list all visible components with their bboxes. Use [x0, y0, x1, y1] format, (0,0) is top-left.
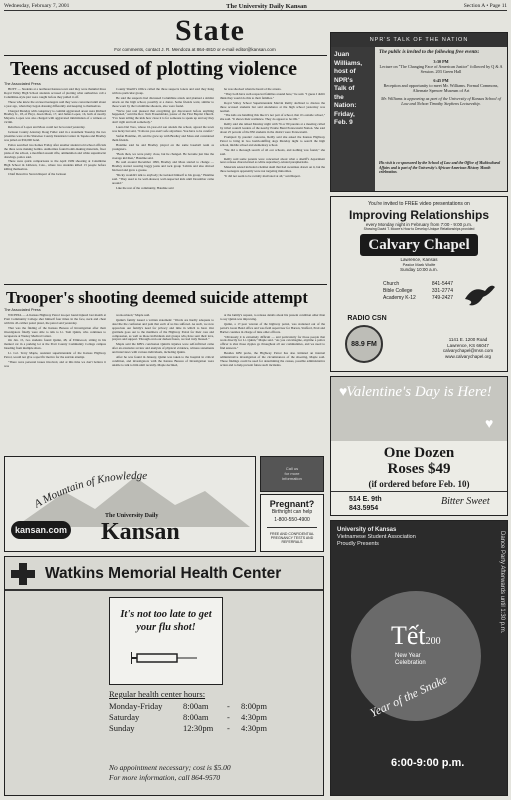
tet-header: University of Kansas	[337, 527, 397, 533]
event-text: Lecture on "The Changing Face of American Justice" followed by Q & A Session. 203 Green Hall	[379, 64, 503, 75]
article-paragraph: WICHITA — A Kansas Highway Patrol trooper found injured last month at Pratt Community College shot himself four times in the face, neck and chest with his 45-caliber patrol pistol, the patrol said yesterday.	[4, 314, 106, 325]
address-line: 1141 E. 1200 Road	[448, 337, 488, 342]
article-paragraph: Royal Valley School Superintendent Marvin Reilly declined to discuss the three accused students but said attendance at the high school yesterday was normal.	[220, 100, 325, 113]
roses-condition: (if ordered before Feb. 10)	[368, 479, 470, 489]
hours-open: 8:00am	[183, 701, 209, 711]
article-paragraph: "We did a thorough search of all our schools, and nothing was found," she said.	[220, 147, 325, 156]
contact-label: Bible College	[383, 288, 413, 294]
npr-sponsor: His visit is co-sponsored by the School of Law and the Office of Multicultural Affairs and is part of the University's African-American History Month celebration.	[379, 161, 501, 175]
story2-col1	[4, 314, 106, 452]
issue-date: Wednesday, February 7, 2001	[4, 3, 70, 9]
article-paragraph: He said the suspects had discussed Columbine attack and planned a similar attack on the high school, possibly at a dance. Some friends went, similar to those worn by the Columbine shooters, also were found.	[112, 95, 214, 108]
article-paragraph: Like the rest of the community, Haialine said	[116, 185, 174, 190]
article-paragraph: Materials seized included a helmet skull that had swastikas drawn on it, but the three teenagers apparently were not targeting minorities.	[220, 165, 325, 174]
article-paragraph: He said around December 1999, Bradley and Moss started to change — Bradley started wearing baggy jeans and rock group T-shirts and also shaved his head and grew a goatee.	[112, 160, 214, 173]
hours-title: Regular health center hours:	[109, 689, 206, 699]
tet-sponsor: Vietnamese Student Association	[337, 534, 416, 540]
flu-line1: It's not too late to get	[120, 609, 212, 620]
masthead-small: The University Daily	[105, 513, 159, 519]
small-ad-line: information	[282, 476, 302, 481]
host-line: Nation:	[334, 102, 357, 109]
kansan-url[interactable]: kansan.com	[11, 521, 71, 539]
host-line: Feb. 9	[334, 119, 353, 126]
story1-col1	[4, 88, 106, 280]
npr-details	[379, 50, 503, 107]
calvary-web[interactable]: www.calvarychapel.org	[444, 353, 492, 359]
dove-icon	[463, 281, 497, 311]
tet-snake: Year of the Snake	[367, 672, 450, 720]
hours-open: 12:30pm	[183, 723, 214, 733]
article-paragraph: "The kids are handling this like it's not part of school, that it's outside school," she said. "It shows their resilience. They do appear to be OK."	[220, 113, 325, 122]
health-cross-icon	[11, 563, 35, 585]
article-paragraph: Reilly said some parents were concerned about what a sheriff's department news release characterized as white supremacy-related paraphernalia.	[220, 156, 325, 165]
hours-dash: -	[227, 712, 230, 722]
roses-price: Roses $49	[387, 461, 451, 477]
radio-label: RADIO CSN	[347, 315, 387, 322]
roses-address: 514 E. 9th	[349, 496, 382, 503]
pregnant-phone[interactable]: 1-800-550-4900	[274, 517, 310, 523]
story1-headline: Teens accused of plotting violence	[10, 58, 298, 80]
story1-col3	[220, 88, 325, 280]
article-paragraph: Police searched two homes Friday after another student told school officials the three were making bombs. Authorities found bomb-making materials, floor plans of the school, a modified assault rifle, ammunition and white supremacist drawings, police said.	[4, 142, 106, 159]
article-paragraph: Besides KBI probe, the Highway Patrol has also initiated an internal administrative investigation of the circumstances of the shooting, Maple said. Those findings could be used for determining the causes, possible administrative action and to help prevent future such incidents.	[220, 351, 325, 367]
watkins-note2: For more information, call 864-9570	[109, 773, 221, 782]
calvary-ad	[330, 196, 508, 372]
article-paragraph: Haialine said he and Bradley played on the same baseball team as youngsters.	[112, 142, 214, 151]
article-paragraph: Maple said the KBI's conclusion Quinn's injuries were self-inflicted came after an extensive review and analysis of physical evidence, witness statements and interviews with various individuals, including Quinn.	[112, 342, 214, 355]
contact-label: Church	[383, 281, 400, 287]
tet-ad	[330, 520, 508, 796]
roses-phone[interactable]: 843.5954	[349, 505, 379, 512]
pregnant-line1: Birthright can help	[271, 509, 313, 515]
calvary-sunday: Sunday 10:00 a.m.	[400, 267, 438, 272]
tet-new-year: New Year	[395, 653, 421, 659]
contact-number[interactable]: 331-2774	[431, 288, 453, 294]
story1-byline: The Associated Press	[4, 82, 41, 86]
article-paragraph: Charged Monday with conspiracy to commit aggravated arson were Richard Bradley Jr., 18, of Hoyt, Jason Moss, 17, and James Lopez, 16, both of nearby Mayetta. Lopez was also charged with aggravated intimidation of a witness or victim.	[4, 108, 106, 125]
story1-col2	[112, 88, 214, 280]
hours-dash: -	[227, 723, 230, 733]
article-paragraph: "There were personal issues involved, and at this time we don't believe it was	[4, 359, 106, 368]
host-line: NPR's	[334, 76, 353, 84]
syringe-icon	[131, 642, 201, 672]
article-paragraph: work-related," Maple said.	[116, 314, 151, 317]
comments-line: For comments, contact J. R. Mendoza at 864-4810 or e-mail editor@kansan.com	[114, 47, 276, 52]
hours-day: Monday-Friday	[109, 701, 163, 711]
pregnancy-ad	[260, 494, 324, 552]
small-ad	[260, 456, 324, 492]
story2-col3	[220, 314, 325, 452]
tet-header-block	[337, 527, 487, 548]
kansan-ad	[4, 456, 256, 552]
paper-name: The University Daily Kansan	[226, 2, 307, 10]
tet-title	[391, 621, 441, 651]
article-paragraph: Those who knew the accused teenagers said they were concerned until about a year ago, when they began dressing differently and keeping to themselves.	[4, 99, 106, 108]
article-paragraph: After he was found in January, Quinn was taken to the hospital in critical condition, and investigators with the Kansas Bureau of Investigation were unable to talk to him until recently. Maple declined,	[112, 355, 214, 367]
contact-number[interactable]: 841-5447	[431, 281, 453, 287]
watkins-notes	[109, 763, 319, 783]
tet-year: 200	[425, 636, 441, 647]
article-paragraph: On Jan. 15, two students found Quinn, 48, of Ellinwood, sitting in his marked car in a parking lot at the Pratt County Community College campus bleeding from multiple shots.	[4, 338, 106, 351]
npr-banner: NPR'S TALK OF THE NATION	[331, 33, 507, 47]
page-header	[4, 2, 507, 11]
calvary-email[interactable]: calvarychapel@msn.com	[442, 348, 494, 353]
hours-dash: -	[227, 701, 230, 711]
article-paragraph: Quinn, a 17-year veteran of the highway patrol, was stationed out of the patrol's Great Bend office and was field supervisor for Barton, Stafford, Pratt and Barber counties in charge of nine other officers.	[220, 321, 325, 334]
hours-close: 8:00pm	[241, 701, 267, 711]
npr-note: Mr. Williams is appearing as part of the University of Kansas School of Law and Nelson Timothy Stephens Lectureship.	[381, 96, 501, 107]
calvary-name: Calvary Chapel	[360, 234, 478, 256]
calvary-pastor: Pastor Mark Wolfe	[402, 262, 436, 267]
calvary-title: Improving Relationships	[348, 208, 489, 222]
article-paragraph: Relatives of Lopez and Moss could not be located yesterday.	[8, 125, 86, 130]
article-paragraph: at the family's request, to release details about his present condition other than to say Quinn was improving.	[220, 314, 325, 321]
divider	[4, 55, 327, 56]
small-ad-line: Call us	[285, 466, 299, 471]
radio-frequency: 88.9 FM	[351, 340, 377, 348]
calvary-address	[431, 337, 505, 359]
host-line: the	[334, 93, 344, 101]
article-paragraph: "Back then, we were pretty close, but he changed. He became just like the average kid then," Haialine said.	[112, 151, 214, 160]
shop-logo: Bitter Sweet	[441, 496, 490, 507]
story2-col2	[112, 314, 214, 452]
tet-newyear	[395, 653, 426, 667]
article-paragraph: "It did not seem to be racially motivated at all," said Rupert.	[224, 174, 301, 179]
article-paragraph: Quinn's family issued a written statement: "Words are hardly adequate to describe the confusion and pain that each of us has suffered. As such, we now appreciate our family's need for privacy and time in which to heal. Our gratitude goes out to the members of the Highway Patrol for their care and compassion, as well as those individuals and groups who have sent their love, prayers and support. Through even our darkest hours, we feel truly blessed."	[112, 317, 214, 342]
article-paragraph: he was shocked when he heard of the arrests.	[224, 88, 282, 91]
flu-line2: your flu shot!	[136, 622, 196, 633]
contact-label: Academy K-12	[383, 295, 416, 301]
hours-close: 4:30pm	[241, 723, 267, 733]
article-paragraph: HOYT — Students at a northeast Kansas town said they were thankful three Royal Valley High School students accused of plotting what authorities call a Columbine-style plot were caught before they pulled it off.	[4, 88, 106, 99]
article-paragraph: That was the finding of the Kansas Bureau of Investigation after their investigators finally were able to talk to Lt. Tom Quinn, who continues to recuperate at Wesley Medical Center.	[4, 325, 106, 338]
calvary-who: Showing David T. Moore's How to Develop Unique Relationships provided	[363, 227, 475, 231]
article-paragraph: Laura Del Toro, whose 16-year-old son attends the school, agreed the town was lucky but said, "It shows you aren't safe anywhere. You have to be careful."	[112, 125, 214, 134]
masthead-big: Kansan	[101, 519, 180, 545]
watkins-ad	[4, 556, 324, 796]
host-line: Talk of	[334, 85, 355, 92]
story2-byline: The Associated Press	[4, 308, 41, 312]
tet-time: 6:00-9:00 p.m.	[391, 757, 465, 769]
event-time: 3:30 PM	[433, 59, 449, 64]
npr-host-panel	[331, 47, 375, 191]
heart-icon: ♥	[339, 385, 348, 400]
hours-day: Saturday	[109, 712, 140, 722]
article-paragraph: Prompted by parents' concerns, Reilly said she asked the Kansas Highway Patrol to bring in two bomb-sniffing dogs Monday night to search the high school, middle school and elementary school.	[220, 134, 325, 147]
address-line: Lawrence, KS 66047	[447, 342, 489, 348]
hours-open: 8:00am	[183, 712, 209, 722]
hours-block	[109, 689, 309, 734]
host-line: Williams,	[334, 59, 363, 67]
host-line: host of	[334, 68, 356, 75]
npr-invite: The public is invited to the following free events:	[379, 50, 480, 55]
heart-icon: ♥	[485, 417, 494, 432]
article-paragraph: Chief Detective Steven Rupert of the Jackson	[8, 172, 67, 177]
story2-headline: Trooper's shooting deemed suicide attempt	[6, 288, 308, 307]
roses-contact	[349, 495, 382, 513]
article-paragraph: "Obviously it is extremely difficult — and particularly for those people that work directly for Lt. Quinn," Maple said. "As you can imagine, anytime a police officer is shot those ripples go throughout all our communities, and we need to find answers."	[220, 334, 325, 351]
small-ad-line: for more	[284, 471, 300, 476]
calvary-when: every Monday night in February from 7:00 - 9:00 p.m.	[365, 222, 473, 227]
event-text: Reception and opportunity to meet Mr. Williams. Formal Commons, Alternate Spencer Museum of Art	[383, 82, 499, 94]
article-paragraph: Lt. Col. Terry Maple, assistant superintendent of the Kansas Highway Patrol, would not give a specific motive for the suicide attempt.	[4, 351, 106, 360]
arc-text: A Mountain of Knowledge	[32, 469, 148, 511]
host-line: Friday,	[334, 110, 355, 118]
calvary-city: Lawrence, Kansas	[400, 257, 438, 262]
event-time: 6:45 PM	[433, 77, 449, 83]
tet-sponsor: Proudly Presents	[337, 541, 379, 547]
calvary-invite: You're invited to FREE video presentations on	[368, 201, 470, 207]
radio-logo	[345, 325, 383, 363]
watkins-title: Watkins Memorial Health Center	[45, 565, 282, 582]
section-title: State	[175, 14, 245, 47]
roses-ad	[330, 376, 508, 516]
section-page: Section A • Page 11	[463, 3, 507, 9]
article-paragraph: Jackson County Attorney Doug Fuller said in a statement Tuesday the two juveniles were at the Shawnee County Detention Center in Topeka and Bradley was jailed on $50,000 bond.	[4, 130, 106, 142]
divider	[4, 284, 327, 285]
pregnant-title: Pregnant?	[269, 499, 315, 509]
article-paragraph: "They both have well-respected families around here," he said. "I guess I didn't think they would do this to their families."	[220, 91, 325, 100]
tet-side-text: Dance Party Afterwards until 1:30 p.m.	[499, 531, 505, 634]
article-paragraph: There were quick comparisons to the April 1999 shooting at Columbine High School in Littleton, Colo., where two students killed 13 people before killing themselves.	[4, 159, 106, 172]
flu-shot-box	[109, 597, 223, 685]
watkins-note1: No appointment necessary; cost is $5.00	[109, 763, 231, 772]
host-line: Juan	[334, 51, 350, 58]
roses-banner	[331, 377, 507, 441]
contact-number[interactable]: 749-2427	[431, 295, 453, 301]
tet-word: Tết	[391, 621, 426, 650]
pregnant-footer: FREE AND CONFIDENTIAL PREGNANCY TESTS AND REFERRALS	[269, 532, 315, 545]
article-paragraph: "We're just real pleased that everything got discovered before anything happened," said the Rev. Tom Frauenfelder, pastor of the First Baptist Church. "I've been telling the kids how close it is for someone to speak up and say they don't right and told somebody."	[112, 108, 214, 125]
tet-celebration: Celebration	[395, 660, 426, 666]
article-paragraph: Stefan Haialine, 18, said he grew up with Bradley and Moss and considered them friends.	[112, 133, 214, 142]
article-paragraph: County Sheriff's Office called the three suspects loners and said they hung with no particular group.	[112, 88, 214, 95]
hours-close: 4:30pm	[241, 712, 267, 722]
calvary-contacts	[383, 281, 453, 302]
roses-heading: Valentine's Day is Here!	[346, 384, 492, 400]
roses-offer: One Dozen	[383, 445, 455, 461]
article-paragraph: Reilly said she talked Monday night with 76 or 80 parents at a meeting called by tribal council leaders of the nearby Prairie Band Potawatomi Nation. She said about 25 percent of the 850 students in the district were Potawatomi.	[220, 122, 325, 135]
article-paragraph: "Ricky wouldn't talk to anybody; he isolated himself to his group," Haialine said. "They used to be well-dressed, well-respected kids until December came around."	[112, 173, 214, 185]
hours-day: Sunday	[109, 723, 135, 733]
npr-ad	[330, 32, 508, 192]
